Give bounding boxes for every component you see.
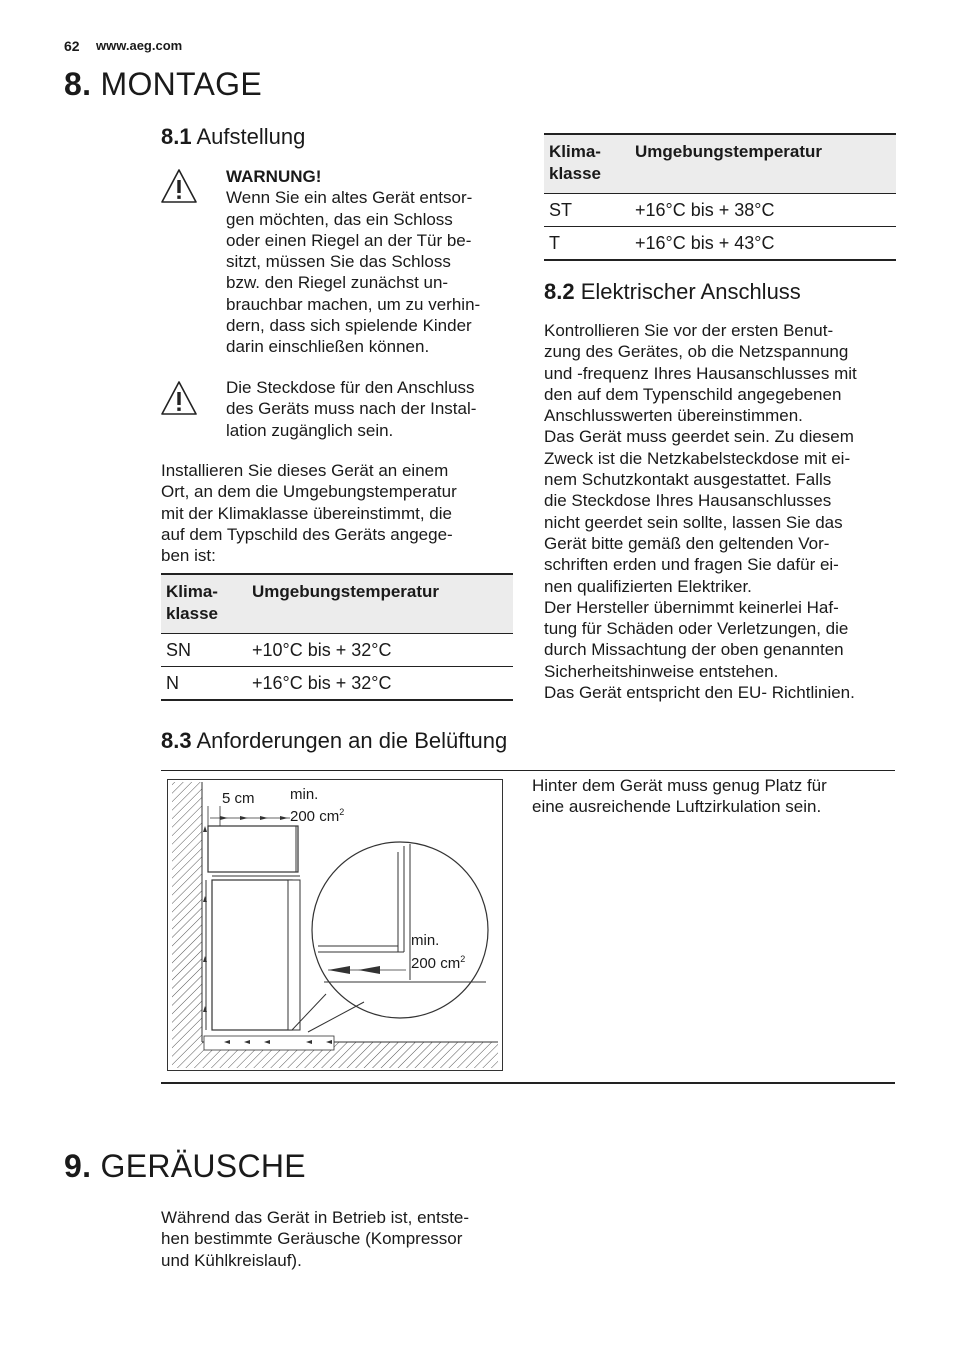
paragraph-line: den auf dem Typenschild angegebenen xyxy=(544,384,842,404)
paragraph-line: Ort, an dem die Umgebungstemperatur xyxy=(161,482,457,502)
paragraph-line: Der Hersteller übernimmt keinerlei Haf- xyxy=(544,597,839,617)
warning-title: WARNUNG! xyxy=(226,167,322,186)
section-8-number: 8. xyxy=(64,66,92,102)
paragraph-line: tung für Schäden oder Verletzungen, die xyxy=(544,619,849,639)
paragraph-line: Gerät bitte gemäß den geltenden Vor- xyxy=(544,533,830,553)
paragraph-line: schriften erden und fragen Sie dafür ei- xyxy=(544,555,839,575)
paragraph-line: eine ausreichende Luftzirkulation sein. xyxy=(532,797,822,817)
warning-line: sitzt, müssen Sie das Schloss xyxy=(226,252,451,272)
table-cell-temp: +10°C bis + 32°C xyxy=(247,634,513,667)
paragraph-line: Das Gerät entspricht den EU- Richtlinien. xyxy=(544,683,855,703)
subsection-8-2-title: Elektrischer Anschluss xyxy=(580,279,801,304)
caution-line: lation zugänglich sein. xyxy=(226,420,394,440)
table-header-klasse: Klima- klasse xyxy=(544,134,630,194)
paragraph-line: nen qualifizierten Elektriker. xyxy=(544,576,752,596)
paragraph-line: Sicherheitshinweise entstehen. xyxy=(544,661,779,681)
caution-triangle-icon xyxy=(160,380,198,416)
paragraph-line: Anschlusswerten übereinstimmen. xyxy=(544,406,803,426)
section-rule-top xyxy=(161,770,895,771)
paragraph-line: zung des Gerätes, ob die Netzspannung xyxy=(544,342,849,362)
warning-line: dern, dass sich spielende Kinder xyxy=(226,316,472,336)
diagram-label-min-inset: min. xyxy=(411,932,440,949)
climate-class-table-1 xyxy=(161,573,513,701)
warning-line: darin einschließen können. xyxy=(226,337,430,357)
table-cell-klasse: N xyxy=(161,667,247,701)
table-header-temperatur: Umgebungstemperatur xyxy=(247,574,513,634)
warning-line: brauchbar machen, um zu verhin- xyxy=(226,294,481,314)
subsection-8-2-number: 8.2 xyxy=(544,279,575,304)
caution-block xyxy=(226,377,516,441)
table-cell-klasse: T xyxy=(544,227,630,261)
subsection-8-1-number: 8.1 xyxy=(161,124,192,149)
paragraph-line: Installieren Sie dieses Gerät an einem xyxy=(161,461,449,480)
table-row xyxy=(544,227,896,261)
warning-line: bzw. den Riegel zunächst un- xyxy=(226,273,449,293)
paragraph-line: Kontrollieren Sie vor der ersten Benut- xyxy=(544,321,834,340)
page-number: 62 xyxy=(64,38,80,54)
section-8-title: MONTAGE xyxy=(100,66,263,102)
paragraph-line: ben ist: xyxy=(161,546,216,566)
table-row xyxy=(161,634,513,667)
warning-block xyxy=(226,166,516,358)
subsection-8-1-heading xyxy=(161,124,305,150)
subsection-8-2-heading xyxy=(544,279,801,305)
warning-triangle-icon xyxy=(160,168,198,204)
warning-line: Wenn Sie ein altes Gerät entsor- xyxy=(226,188,473,208)
installation-paragraph xyxy=(161,460,521,566)
section-9-title: GERÄUSCHE xyxy=(100,1148,306,1184)
noise-paragraph xyxy=(161,1207,521,1271)
warning-line: gen möchten, das ein Schloss xyxy=(226,209,453,229)
paragraph-line: die Steckdose Ihres Hausanschlusses xyxy=(544,491,832,511)
paragraph-line: Das Gerät muss geerdet sein. Zu diesem xyxy=(544,427,854,447)
ventilation-diagram xyxy=(167,779,503,1071)
table-row xyxy=(544,194,896,227)
paragraph-line: Hinter dem Gerät muss genug Platz für xyxy=(532,776,827,795)
section-8-heading xyxy=(64,66,262,103)
paragraph-line: nicht geerdet sein sollte, lassen Sie das xyxy=(544,512,843,532)
caution-line: Die Steckdose für den Anschluss xyxy=(226,378,475,397)
warning-line: oder einen Riegel an der Tür be- xyxy=(226,230,472,250)
diagram-label-area-top: 200 $cm^2$ xyxy=(290,807,345,825)
table-header-temperatur: Umgebungstemperatur xyxy=(630,134,896,194)
subsection-8-3-title: Anforderungen an die Belüftung xyxy=(196,728,508,753)
paragraph-line: Während das Gerät in Betrieb ist, entste- xyxy=(161,1208,470,1227)
website-url: www.aeg.com xyxy=(96,38,183,53)
diagram-label-min-top: min. xyxy=(290,786,319,803)
table-row xyxy=(161,667,513,701)
table-cell-temp: +16°C bis + 32°C xyxy=(247,667,513,701)
diagram-label-area-inset: 200 $cm^2$ xyxy=(411,954,466,972)
caution-line: des Geräts muss nach der Instal- xyxy=(226,399,477,419)
paragraph-line: auf dem Typschild des Geräts angege- xyxy=(161,524,453,544)
paragraph-line: hen bestimmte Geräusche (Kompressor xyxy=(161,1229,463,1249)
section-9-heading xyxy=(64,1148,306,1185)
ventilation-paragraph xyxy=(532,775,892,818)
section-rule-bottom xyxy=(161,1082,895,1084)
subsection-8-1-title: Aufstellung xyxy=(196,124,306,149)
table-header-klasse: Klima- klasse xyxy=(161,574,247,634)
paragraph-line: und Kühlkreislauf). xyxy=(161,1250,302,1270)
subsection-8-3-heading xyxy=(161,728,507,754)
paragraph-line: mit der Klimaklasse übereinstimmt, die xyxy=(161,503,452,523)
electrical-paragraph xyxy=(544,320,904,703)
table-cell-temp: +16°C bis + 43°C xyxy=(630,227,896,261)
table-cell-klasse: SN xyxy=(161,634,247,667)
paragraph-line: nem Schutzkontakt ausgestattet. Falls xyxy=(544,470,832,490)
subsection-8-3-number: 8.3 xyxy=(161,728,192,753)
paragraph-line: Zweck ist die Netzkabelsteckdose mit ei- xyxy=(544,448,851,468)
diagram-label-5cm: 5 cm xyxy=(222,790,255,807)
paragraph-line: und -frequenz Ihres Hausanschlusses mit xyxy=(544,363,857,383)
section-9-number: 9. xyxy=(64,1148,92,1184)
paragraph-line: durch Missachtung der oben genannten xyxy=(544,640,844,660)
climate-class-table-2 xyxy=(544,133,896,261)
table-cell-temp: +16°C bis + 38°C xyxy=(630,194,896,227)
table-cell-klasse: ST xyxy=(544,194,630,227)
